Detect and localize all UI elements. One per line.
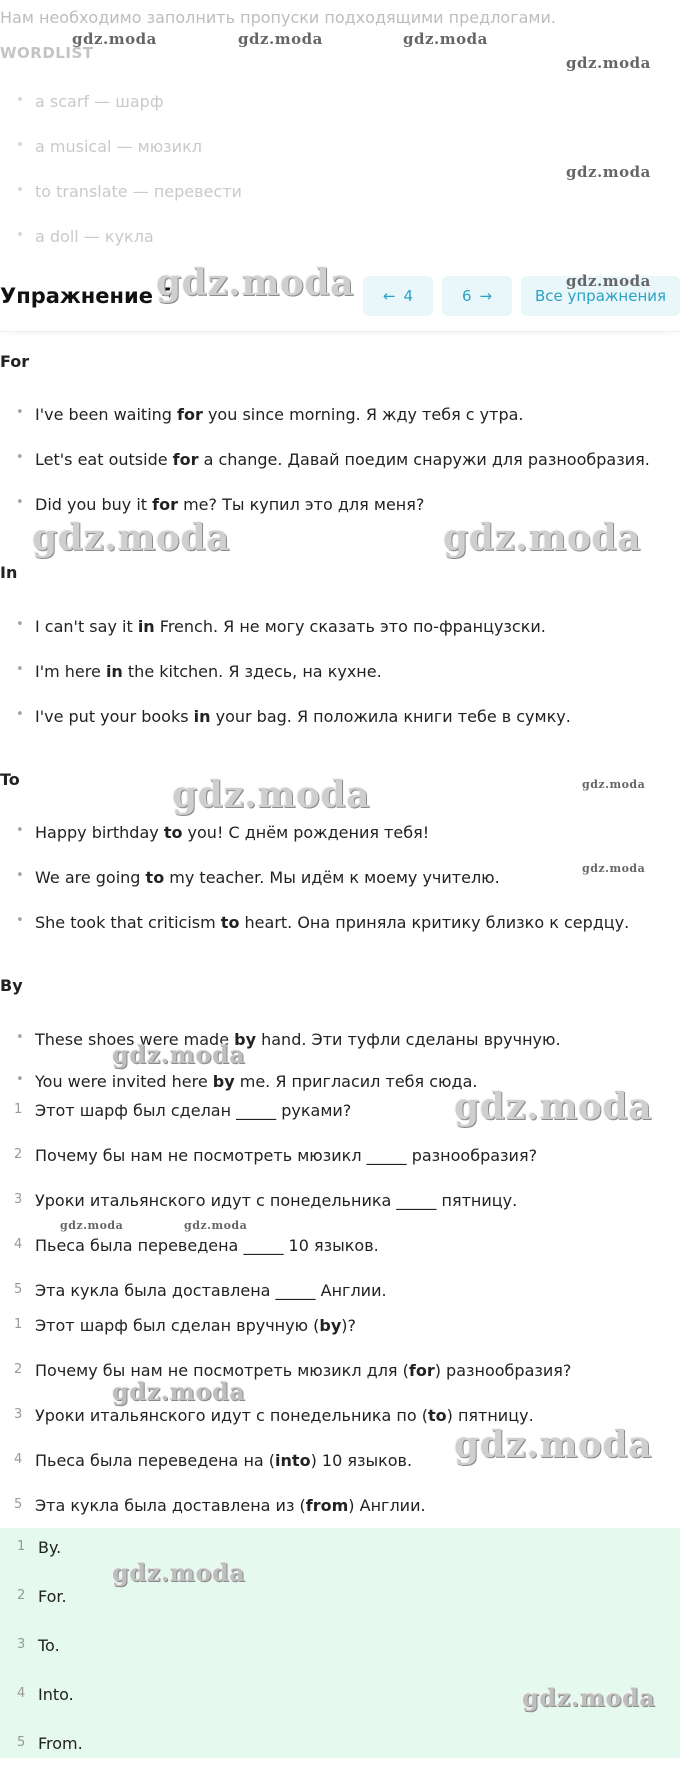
preposition: for <box>152 495 178 514</box>
answers-block <box>0 1528 680 1758</box>
section-title-by: By <box>0 976 23 995</box>
preposition: in <box>105 662 123 681</box>
section-title-for: For <box>0 352 30 371</box>
filled-item: 3 Уроки итальянского идут с понедельника по (to) пятницу. <box>14 1406 534 1425</box>
watermark: gdz.moda <box>60 1219 124 1232</box>
preposition: for <box>408 1361 435 1380</box>
task-item: 2 Почему бы нам не посмотреть мюзикл _____ разнообразия? <box>14 1146 538 1165</box>
filled-item: 2 Почему бы нам не посмотреть мюзикл для (for) разнообразия? <box>14 1361 572 1380</box>
answer-item: 4 Into. <box>17 1685 74 1704</box>
next-exercise-button[interactable] <box>442 276 512 316</box>
preposition: in <box>137 617 155 636</box>
wordlist-item: • to translate — перевести <box>0 182 242 227</box>
wordlist-item: • a scarf — шарф <box>0 92 242 137</box>
preposition: from <box>305 1496 349 1515</box>
wordlist <box>0 92 242 272</box>
answer-item: 2 For. <box>17 1587 67 1606</box>
watermark: gdz.moda <box>32 517 230 559</box>
watermark: gdz.moda <box>566 272 651 290</box>
watermark: gdz.moda <box>582 862 646 875</box>
example-item: • I'm here in the kitchen. Я здесь, на кухне. <box>0 662 571 707</box>
section-title-in: In <box>0 563 18 582</box>
answers-list <box>0 1528 680 1783</box>
task-item: 4 Пьеса была переведена _____ 10 языков. <box>14 1236 379 1255</box>
preposition: in <box>193 707 211 726</box>
watermark: gdz.moda <box>184 1219 248 1232</box>
example-item: • Did you buy it for me? Ты купил это для меня? <box>0 495 650 540</box>
watermark: gdz.moda <box>172 774 370 816</box>
watermark: gdz.moda <box>566 163 651 181</box>
watermark: gdz.moda <box>238 30 323 48</box>
watermark: gdz.moda <box>112 1558 246 1587</box>
preposition: into <box>275 1451 311 1470</box>
arrow-right-icon: → <box>479 287 493 305</box>
watermark: gdz.moda <box>582 778 646 791</box>
section-title-to: To <box>0 770 20 789</box>
task-item: 3 Уроки итальянского идут с понедельника _____ пятницу. <box>14 1191 518 1210</box>
example-item: • She took that criticism to heart. Она приняла критику близко к сердцу. <box>0 913 629 958</box>
example-item: • I've been waiting for you since morning. Я жду тебя с утра. <box>0 405 650 450</box>
all-exercises-button[interactable]: Все упражнения <box>521 276 680 316</box>
preposition: by <box>234 1030 257 1049</box>
example-item: • We are going to my teacher. Мы идём к моему учителю. <box>0 868 629 913</box>
intro-text: Нам необходимо заполнить пропуски подходящими предлогами. <box>0 8 556 27</box>
example-item: • I've put your books in your bag. Я положила книги тебе в сумку. <box>0 707 571 752</box>
filled-item: 1 Этот шарф был сделан вручную (by)? <box>14 1316 357 1335</box>
preposition: to <box>163 823 183 842</box>
preposition: to <box>145 868 165 887</box>
preposition: to <box>220 913 240 932</box>
watermark: gdz.moda <box>403 30 488 48</box>
answer-item: 3 To. <box>17 1636 60 1655</box>
wordlist-title: WORDLIST <box>0 44 94 62</box>
watermark: gdz.moda <box>156 262 354 304</box>
example-item: • Let's eat outside for a change. Давай поедим снаружи для разнообразия. <box>0 450 650 495</box>
watermark: gdz.moda <box>443 517 641 559</box>
example-item: • Happy birthday to you! С днём рождения тебя! <box>0 823 629 868</box>
prev-exercise-button[interactable] <box>363 276 433 316</box>
answer-item: 5 From. <box>17 1734 83 1753</box>
prev-exercise-number: 4 <box>403 287 414 305</box>
preposition: for <box>172 450 199 469</box>
next-exercise-number: 6 <box>461 287 472 305</box>
wordlist-item: • a musical — мюзикл <box>0 137 242 182</box>
task-item: 5 Эта кукла была доставлена _____ Англии. <box>14 1281 387 1300</box>
filled-item: 5 Эта кукла была доставлена из (from) Англии. <box>14 1496 426 1515</box>
exercise-title: Упражнение 5 <box>0 284 175 308</box>
arrow-left-icon: ← <box>382 287 396 305</box>
watermark: gdz.moda <box>522 1683 656 1712</box>
preposition: by <box>319 1316 342 1335</box>
watermark: gdz.moda <box>566 54 651 72</box>
preposition: for <box>177 405 203 424</box>
watermark: gdz.moda <box>112 1040 246 1069</box>
watermark: gdz.moda <box>112 1377 246 1406</box>
preposition: by <box>212 1072 235 1091</box>
task-item: 1 Этот шарф был сделан _____ руками? <box>14 1101 352 1120</box>
example-item: • You were invited here by me. Я пригласил тебя сюда. <box>0 1072 561 1102</box>
filled-item: 4 Пьеса была переведена на (into) 10 языков. <box>14 1451 413 1470</box>
watermark: gdz.moda <box>454 1086 652 1128</box>
example-item: • I can't say it in French. Я не могу сказать это по-французски. <box>0 617 571 662</box>
preposition: to <box>427 1406 447 1425</box>
example-item: • These shoes were made by hand. Эти туфли сделаны вручную. <box>0 1030 561 1072</box>
example-list-to <box>0 823 629 958</box>
task-list <box>0 1101 537 1316</box>
answer-item: 1 By. <box>17 1538 62 1557</box>
wordlist-item: • a doll — кукла <box>0 227 242 272</box>
watermark: gdz.moda <box>72 30 157 48</box>
example-list-in <box>0 617 571 752</box>
watermark: gdz.moda <box>454 1424 652 1466</box>
